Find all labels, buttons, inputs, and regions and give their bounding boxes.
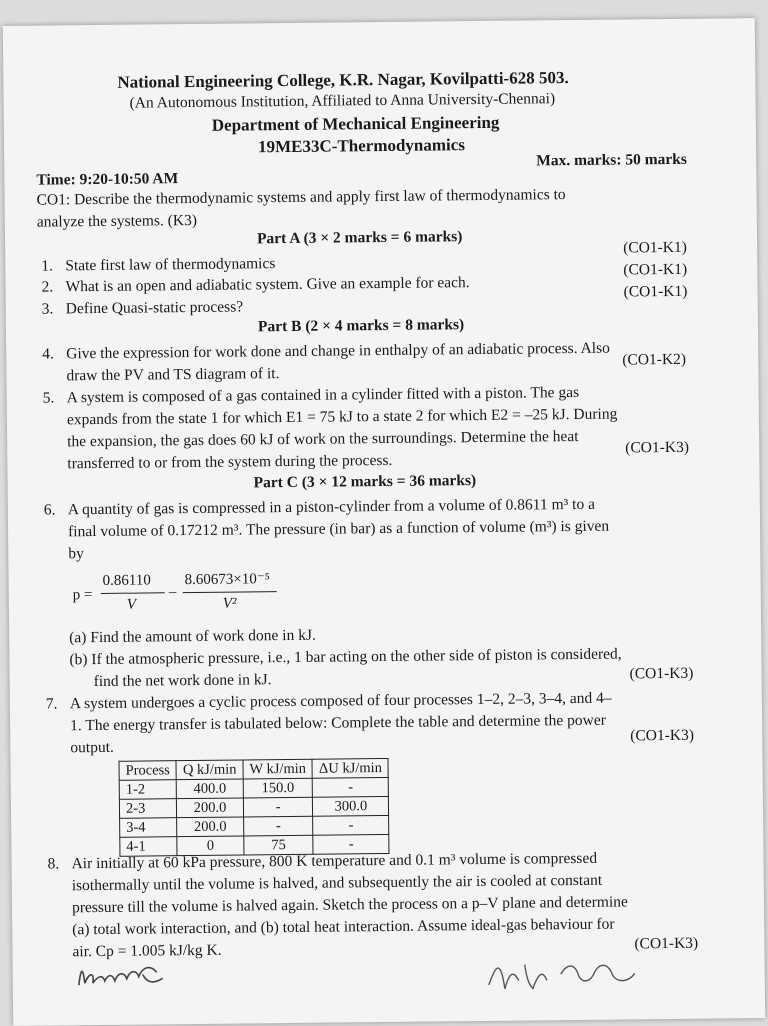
q6-part-b-line1: (b) If the atmospheric pressure, i.e., 1 bar acting on the other side of piston is considered, (69, 645, 622, 669)
q2-text: What is an open and adiabatic system. Give an example for each. (65, 274, 470, 296)
q7-number: 7. (45, 695, 58, 713)
q5-line1: A system is composed of a gas contained in a cylinder fitted with a piston. The gas (66, 383, 580, 407)
q8-co: (CO1-K3) (634, 934, 699, 953)
part-b-title: Part B (2 × 4 marks = 8 marks) (257, 316, 465, 336)
table-cell: 2-3 (119, 799, 177, 819)
q8-line3: pressure till the volume is halved again. Sketch the process on a p–V plane and determine (71, 893, 628, 917)
q4-line1: Give the expression for work done and change in enthalpy of an adiabatic process. Also (66, 339, 610, 363)
q6-line1: A quantity of gas is compressed in a piston-cylinder from a volume of 0.8611 m³ to a (67, 495, 596, 519)
q3-text: Define Quasi-static process? (65, 298, 244, 318)
q6-line2: final volume of 0.17212 m³. The pressure (in bar) as a function of volume (m³) is given (67, 517, 610, 541)
table-header: ΔU kJ/min (312, 758, 388, 778)
q6-number: 6. (43, 501, 56, 519)
q8-line1: Air initially at 60 kPa pressure, 800 K temperature and 0.1 m³ volume is compressed (71, 849, 598, 873)
fraction-bar-1 (101, 592, 165, 594)
q3-co: (CO1-K1) (623, 282, 688, 301)
q6-co: (CO1-K3) (629, 664, 694, 683)
table-cell: - (243, 816, 313, 836)
q6-line3: by (68, 545, 84, 563)
equation-denominator-1: V (126, 596, 137, 613)
table-cell: 75 (244, 835, 314, 855)
q4-number: 4. (42, 345, 54, 363)
table-cell: 400.0 (176, 779, 243, 799)
q3-number: 3. (41, 300, 54, 318)
q1-number: 1. (41, 257, 54, 275)
q8-number: 8. (47, 855, 60, 873)
q7-line3: output. (70, 738, 114, 757)
table-cell: - (313, 815, 389, 835)
table-header: Q kJ/min (176, 760, 243, 780)
course-title: 19ME33C-Thermodynamics (257, 135, 465, 157)
q5-co: (CO1-K3) (625, 438, 690, 457)
part-a-title: Part A (3 × 2 marks = 6 marks) (256, 228, 463, 248)
signature-right (483, 953, 653, 995)
part-c-title: Part C (3 × 12 marks = 36 marks) (253, 472, 477, 492)
fraction-bar-2 (183, 591, 277, 593)
q7-line2: 1. The energy transfer is tabulated below: Complete the table and determine the power (70, 711, 606, 735)
affiliation: (An Autonomous Institution, Affiliated to Anna University-Chennai) (129, 90, 556, 112)
table-cell: 150.0 (243, 778, 313, 798)
table-cell: 300.0 (313, 796, 389, 816)
signature-left (73, 958, 183, 993)
college-name: National Engineering College, K.R. Nagar, Kovilpatti-628 503. (117, 68, 569, 92)
q1-co: (CO1-K1) (623, 238, 687, 257)
q5-line3: the expansion, the gas does 60 kJ of work on the surroundings. Determine the heat (67, 427, 579, 451)
max-marks: Max. marks: 50 marks (536, 150, 687, 170)
q7-co: (CO1-K3) (630, 726, 695, 745)
table-cell: 4-1 (120, 837, 178, 857)
equation-minus: – (168, 584, 177, 601)
equation-numerator-1: 0.86110 (102, 572, 151, 589)
course-outcome-line1: CO1: Describe the thermodynamic systems and apply first law of thermodynamics to (36, 186, 566, 209)
exam-paper (3, 18, 765, 1026)
q5-number: 5. (42, 389, 55, 407)
table-header: W kJ/min (243, 759, 313, 779)
table-cell: 1-2 (119, 780, 177, 800)
q8-line5: air. Cp = 1.005 kJ/kg K. (72, 941, 222, 961)
equation-p: p = (72, 587, 93, 604)
exam-time: Time: 9:20-10:50 AM (36, 170, 179, 189)
q2-number: 2. (41, 278, 54, 296)
q2-co: (CO1-K1) (623, 260, 688, 279)
energy-table (118, 758, 389, 857)
q6-part-a: (a) Find the amount of work done in kJ. (69, 626, 316, 647)
q5-line2: expands from the state 1 for which E1 = 75 kJ to a state 2 for which E2 = –25 kJ. During (66, 405, 618, 429)
q4-line2: draw the PV and TS diagram of it. (66, 365, 280, 385)
q8-line2: isothermally until the volume is halved, and subsequently the air is cooled at constant (71, 871, 603, 895)
q8-line4: (a) total work interaction, and (b) total heat interaction. Assume ideal-gas behaviour for (72, 915, 615, 939)
equation-denominator-2: V² (222, 595, 237, 612)
table-cell: 200.0 (177, 798, 244, 818)
table-cell: - (313, 834, 389, 854)
department-name: Department of Mechanical Engineering (211, 112, 500, 135)
table-cell: 3-4 (120, 818, 178, 838)
q7-line1: A system undergoes a cyclic process composed of four processes 1–2, 2–3, 3–4, and 4– (69, 689, 612, 713)
table-cell: - (243, 797, 313, 817)
table-cell: 0 (177, 836, 244, 856)
table-header: Process (119, 761, 177, 781)
q4-co: (CO1-K2) (622, 350, 687, 369)
q5-line4: transferred to or from the system during the process. (67, 451, 393, 473)
table-cell: 200.0 (177, 817, 244, 837)
table-cell: - (313, 777, 389, 797)
course-outcome-line2: analyze the systems. (K3) (36, 211, 198, 231)
equation-numerator-2: 8.60673×10⁻⁵ (184, 571, 271, 589)
q6-part-b-line2: find the net work done in kJ. (93, 671, 272, 691)
q1-text: State first law of thermodynamics (65, 255, 276, 275)
